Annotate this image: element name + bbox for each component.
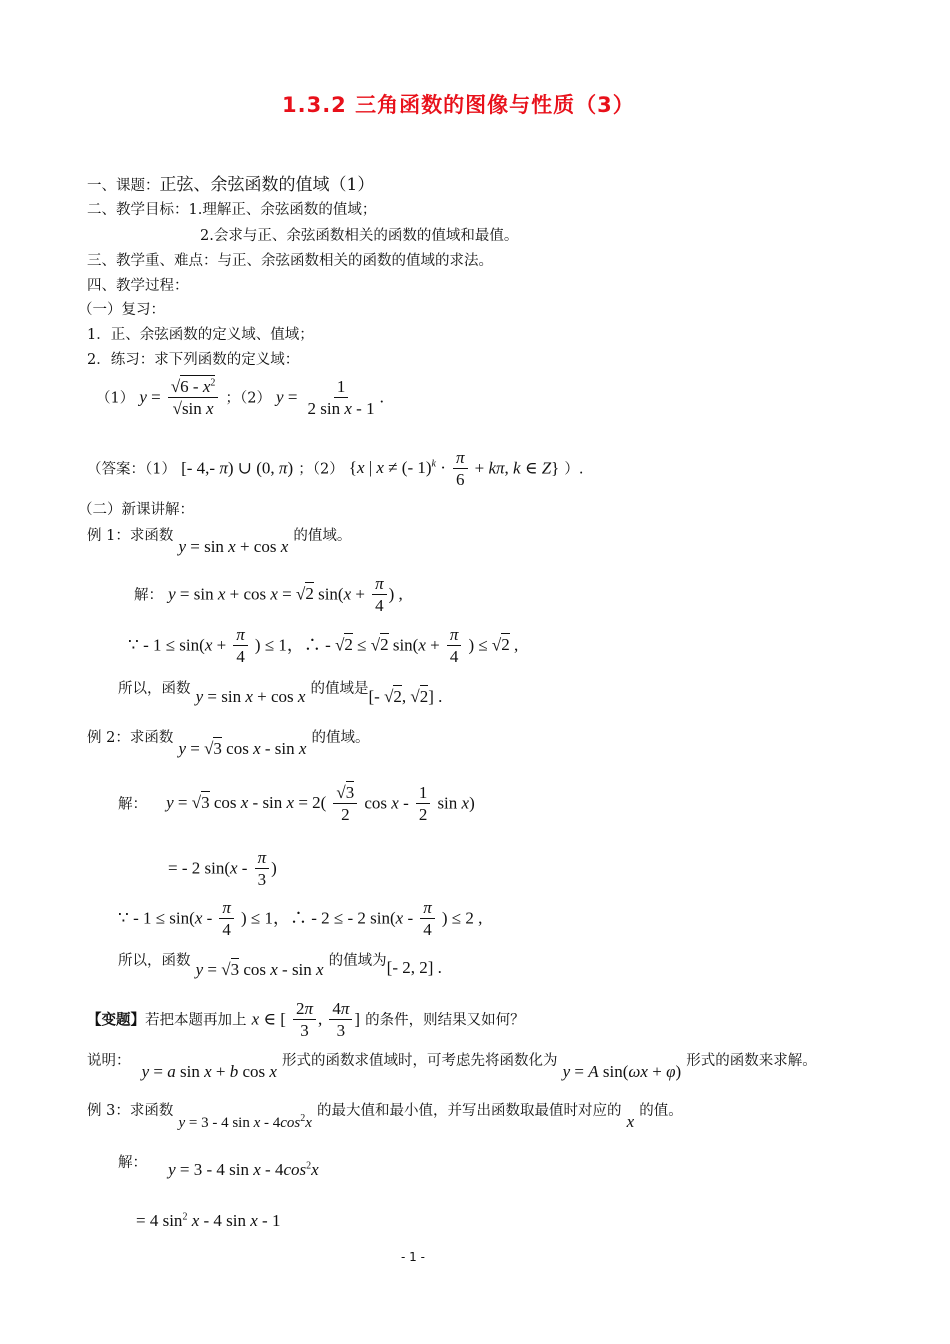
example-1-statement: 例 1：求函数 y = sin x + cos x 的值域。 <box>87 528 352 556</box>
objective-line-1: 二、教学目标：1.理解正、余弦函数的值域； <box>87 202 377 218</box>
example-1-solution-line-1: 解： y = sin x + cos x = √2 sin(x + $\frac{\pi}{4}$ ) , <box>134 574 403 615</box>
page-number: - 1 - <box>401 1250 425 1264</box>
example-1-solution-line-2: ∵ - 1 ≤ sin(x + $\frac{\pi}{4}$ ) ≤ 1，∴ - √2 ≤ √2 sin(x + $\frac{\pi}{4}$ ) ≤ √2 , <box>128 625 519 666</box>
practice-problems: （1） y = $\frac{√6 - x^2}{\text{√sin x}}$ ；（2） y = $\frac{1}{\text{2 sin x - 1}}$ . <box>96 377 384 418</box>
review-item-1: 1．正、余弦函数的定义域、值域； <box>87 327 314 343</box>
page-title: 1.3.2 三角函数的图像与性质（3） <box>282 93 635 117</box>
variation-line: 【变题】若把本题再加上 x ∈ [ $\frac{2\pi}{3}$ , $\frac{4\pi}{3}$ ] 的条件，则结果又如何？ <box>87 999 525 1040</box>
new-lesson-heading: （二）新课讲解： <box>78 502 194 518</box>
note-line: 说明： y = a sin x + b cos x 形式的函数求值域时，可考虑先将函数化为 y = A sin(ωx + φ) 形式的函数来求解。 <box>87 1053 817 1081</box>
example-3-statement: 例 3：求函数 y = 3 - 4 sin x - $4\cos^2x$ 的最大值和最小值，并写出函数取最值时对应的 x 的值。 <box>87 1103 683 1131</box>
answer-line: （答案：（1） [- 4,- π) ∪ (0, π) ；（2） {x | x ≠ (- 1)$^k$ · $\frac{\pi}{6}$ + kπ, k ∈ Z} ）. <box>87 448 584 489</box>
key-points-line: 三、教学重、难点：与正、余弦函数相关的函数的值域的求法。 <box>87 253 493 269</box>
example-3-solution-line-1: 解： y = 3 - 4 sin x - $4\cos^2x$ <box>118 1155 319 1179</box>
example-2-conclusion: 所以，函数 y = √3 cos x - sin x 的值域为[- 2, 2] . <box>118 953 442 979</box>
example-2-solution-line-1: 解： y = √3 cos x - sin x = 2( $\frac{√3}{2}$ cos x - $\frac{1}{2}$ sin x) <box>118 783 475 824</box>
example-1-conclusion: 所以，函数 y = sin x + cos x 的值域是[- √2, √2] . <box>118 681 443 706</box>
topic-line: 一、课题：正弦、余弦函数的值域（1） <box>87 175 375 195</box>
example-2-solution-line-2: = - 2 sin(x - $\frac{\pi}{3}$ ) <box>168 848 277 889</box>
example-3-solution-line-2: = 4 $\sin^2 x - 4$ sin x - 1 <box>136 1211 281 1230</box>
process-heading: 四、教学过程： <box>87 278 189 294</box>
example-2-solution-line-3: ∵ - 1 ≤ sin(x - $\frac{\pi}{4}$ ) ≤ 1，∴ - 2 ≤ - 2 sin(x - $\frac{\pi}{4}$ ) ≤ 2 , <box>118 898 483 939</box>
review-item-2: 2．练习：求下列函数的定义域： <box>87 352 300 368</box>
objective-line-2: 2.会求与正、余弦函数相关的函数的值域和最值。 <box>200 228 519 244</box>
example-2-statement: 例 2：求函数 y = √3 cos x - sin x 的值域。 <box>87 730 370 758</box>
review-heading: （一）复习： <box>78 302 165 318</box>
